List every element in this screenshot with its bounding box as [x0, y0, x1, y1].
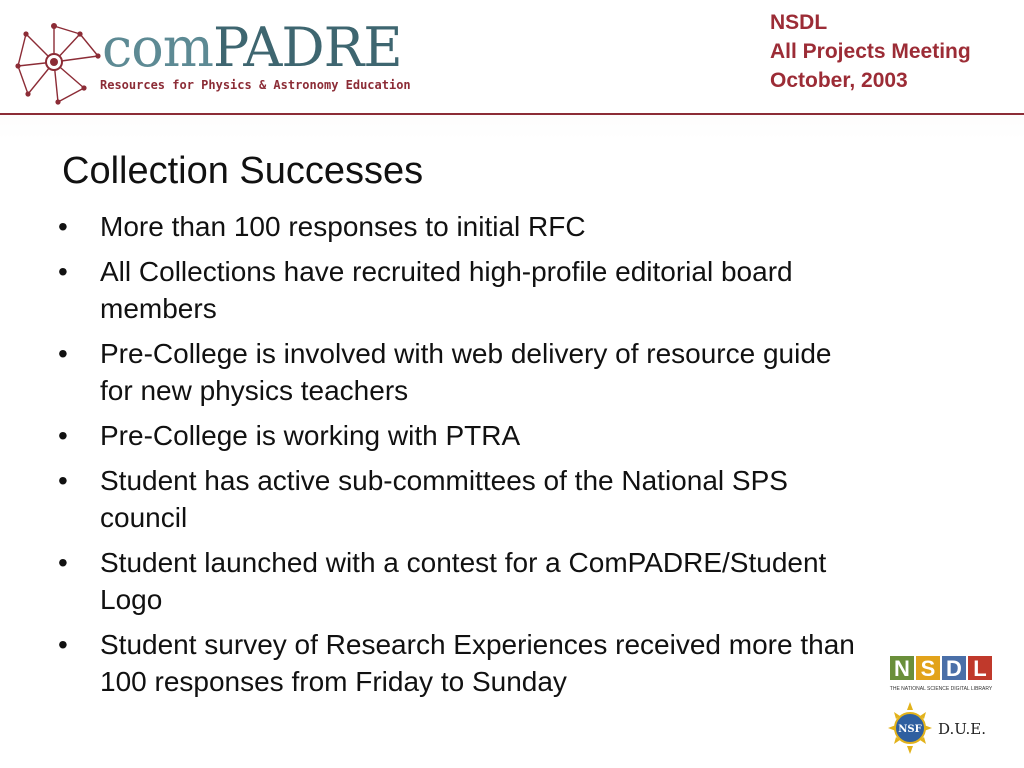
meeting-line-date: October, 2003: [770, 69, 908, 92]
slide-header: [0, 0, 1024, 114]
nsdl-letter-s: S: [920, 656, 936, 681]
meeting-info: [770, 8, 971, 95]
bullet-item: [58, 544, 868, 618]
bullet-text: Student survey of Research Experiences received more than 100 responses from Friday to Sunday: [100, 629, 855, 697]
bullet-marker: •: [58, 211, 68, 242]
bullet-list: [58, 208, 868, 708]
slide-title: Collection Successes: [62, 150, 424, 192]
bullet-text: More than 100 responses to initial RFC: [100, 211, 586, 242]
bullet-item: [58, 462, 868, 536]
bullet-marker: •: [58, 256, 68, 287]
header-divider: [0, 113, 1024, 115]
bullet-text: Pre-College is involved with web delivery of resource guide for new physics teachers: [100, 338, 832, 406]
bullet-item: [58, 208, 868, 245]
nsdl-letter-l: L: [973, 656, 987, 681]
meeting-line-nsdl: NSDL: [770, 11, 828, 34]
bullet-text: Student has active sub-committees of the National SPS council: [100, 465, 788, 533]
bullet-item: [58, 335, 868, 409]
nsf-due-logo: [886, 700, 1000, 756]
bullet-marker: •: [58, 338, 68, 369]
bullet-text: All Collections have recruited high-profile editorial board members: [100, 256, 793, 324]
bullet-item: [58, 253, 868, 327]
bullet-marker: •: [58, 420, 68, 451]
nsdl-caption: THE NATIONAL SCIENCE DIGITAL LIBRARY: [889, 686, 993, 692]
due-label: D.U.E.: [938, 720, 987, 738]
compadre-star-icon: [14, 22, 102, 106]
bullet-marker: •: [58, 547, 68, 578]
bullet-text: Student launched with a contest for a ComPADRE/Student Logo: [100, 547, 827, 615]
bullet-item: [58, 417, 868, 454]
nsdl-logo: [888, 654, 994, 694]
nsdl-letter-n: N: [894, 656, 910, 681]
bullet-marker: •: [58, 465, 68, 496]
compadre-wordmark: [102, 18, 402, 78]
nsdl-letter-d: D: [946, 656, 962, 681]
bullet-item: [58, 626, 868, 700]
meeting-line-name: All Projects Meeting: [770, 40, 971, 63]
logo-word-prefix: com: [102, 16, 213, 79]
logo-tagline: Resources for Physics & Astronomy Education: [100, 78, 411, 92]
bullet-text: Pre-College is working with PTRA: [100, 420, 521, 451]
bullet-marker: •: [58, 629, 68, 660]
logo-word-main: PADRE: [212, 16, 402, 79]
nsf-label: NSF: [898, 724, 922, 735]
